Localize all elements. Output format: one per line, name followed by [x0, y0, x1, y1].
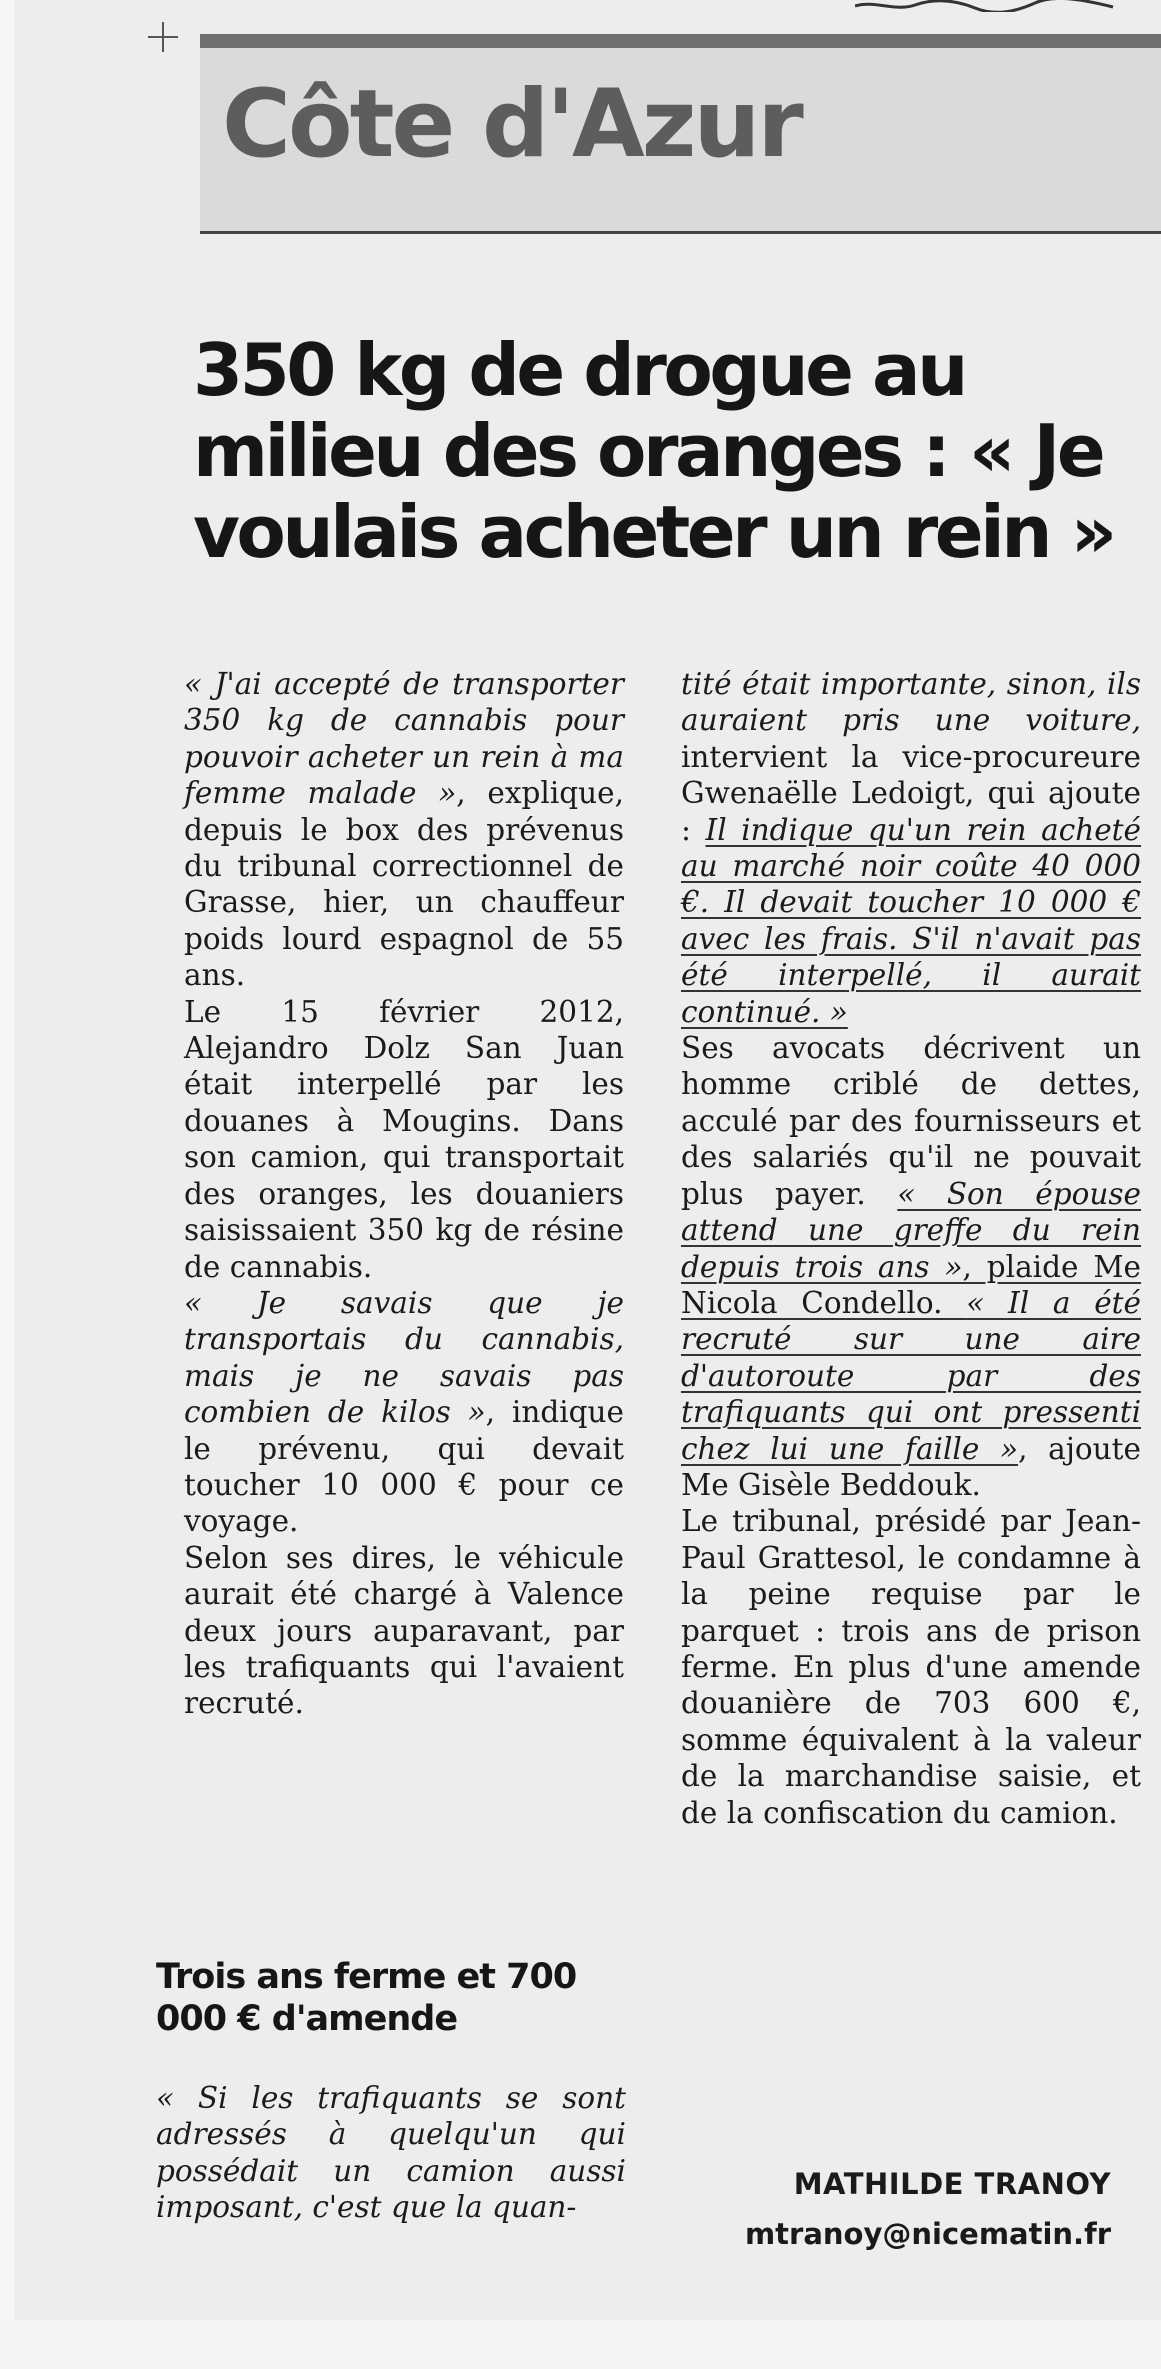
- quote-text: « Je savais que je transportais du cannabis, mais je ne savais pas combien de kilos »: [184, 1285, 624, 1430]
- page-bottom-margin: [0, 2320, 1161, 2369]
- paragraph: [184, 666, 624, 994]
- crop-mark-icon: [148, 22, 178, 52]
- quote-text: « Si les trafiquants se sont adressés à quelqu'un qui possédait un camion aussi imposant, c'est que la quan-: [156, 2081, 626, 2225]
- quote-text: « Il a été recruté sur une aire d'autoroute par des trafiquants qui ont pressenti chez lui une faille »: [681, 1285, 1141, 1466]
- paragraph: [681, 1030, 1141, 1503]
- body-text: Le tribunal, présidé par Jean-Paul Grattesol, le condamne à la peine requise par le parquet : trois ans de prison ferme. En plus d'une amende douanière de 703 600 €, somme équivalent à la valeur de la marchandise saisie, et de la confiscation du camion.: [681, 1504, 1141, 1830]
- body-text: , ajoute Me Gisèle Beddouk.: [681, 1431, 1141, 1502]
- paragraph: [156, 2080, 626, 2226]
- article-headline: 350 kg de drogue au milieu des oranges : « Je voulais acheter un rein »: [193, 328, 1114, 574]
- quote-text: « Son épouse attend une greffe du rein depuis trois ans »: [681, 1176, 1141, 1284]
- body-text: , plaide Me Nicola Condello.: [681, 1249, 1142, 1320]
- paragraph: [681, 1503, 1141, 1831]
- body-text: intervient la vice-procureure Gwenaëlle Ledoigt, qui ajoute :: [681, 739, 1141, 847]
- author-email: mtranoy@nicematin.fr: [744, 2217, 1111, 2251]
- body-text: Ses avocats décrivent un homme criblé de dettes, acculé par des fournisseurs et des salariés qu'il ne pouvait plus payer.: [681, 1031, 1141, 1211]
- article-column-left-continued: [156, 2080, 626, 2226]
- quote-text: Il indique qu'un rein acheté au marché noir coûte 40 000 €. Il devait toucher 10 000 € avec les frais. S'il n'avait pas été interpellé, il aurait continué. »: [681, 812, 1141, 1029]
- rubric-top-rule: [200, 34, 1161, 48]
- paragraph: [681, 666, 1141, 1030]
- rubric-bottom-rule: [200, 231, 1161, 234]
- section-rubric: Côte d'Azur: [222, 70, 801, 179]
- article-subheading: Trois ans ferme et 700 000 € d'amende: [156, 1957, 577, 2039]
- body-text: , explique, depuis le box des prévenus du tribunal correctionnel de Grasse, hier, un chauffeur poids lourd espagnol de 55 ans.: [184, 776, 624, 993]
- author-byline: MATHILDE TRANOY: [793, 2167, 1111, 2201]
- paragraph: [184, 994, 624, 1285]
- quote-text: « J'ai accepté de transporter 350 kg de cannabis pour pouvoir acheter un rein à ma femme malade »: [184, 667, 624, 811]
- body-text: Le 15 février 2012, Alejandro Dolz San Juan était interpellé par les douanes à Mougins. Dans son camion, qui transportait des oranges, les douaniers saisissaient 350 kg de résine de cannabis.: [184, 994, 624, 1284]
- body-text: Selon ses dires, le véhicule aurait été chargé à Valence deux jours auparavant, par les trafiquants qui l'avaient recruté.: [184, 1540, 624, 1721]
- article-column-left: [184, 666, 624, 1722]
- article-column-right: [681, 666, 1141, 1831]
- quote-text: tité était importante, sinon, ils auraient pris une voiture,: [681, 667, 1141, 738]
- body-text: , indique le prévenu, qui devait toucher 10 000 € pour ce voyage.: [184, 1395, 624, 1539]
- paragraph: [184, 1540, 624, 1722]
- handwritten-scribble-icon: [855, 0, 1115, 12]
- page-edge: [0, 0, 14, 2369]
- paragraph: [184, 1285, 624, 1540]
